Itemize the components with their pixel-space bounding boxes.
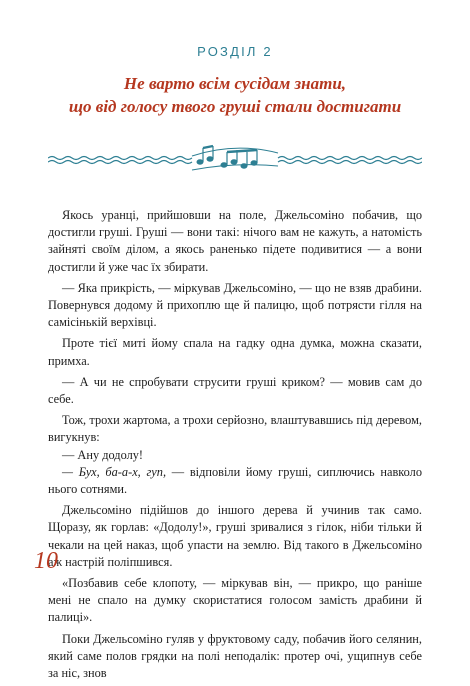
paragraph: Тож, трохи жартома, а трохи серйозно, влаштувавшись під деревом, вигукнув: — [48, 413, 422, 445]
paragraph: Джельсоміно підійшов до іншого дерева й учинив так само. Щоразу, як горлав: «Додолу!», груші зривалися з гілок, ніби тільки й чекали на цей наказ, щоб упасти на землю. Від такого в Джельсоміно аж настрій поліпшився. — [48, 503, 422, 569]
sound-effect-text: — Бух, ба-а-х, гуп, — [62, 464, 167, 479]
chapter-body — [48, 207, 422, 686]
music-notes — [192, 146, 278, 170]
musical-notes-wave-icon — [48, 140, 422, 180]
paragraph: «Позбавив себе клопоту, — міркував він, — прикро, що раніше мені не спало на думку скористатися голосом замість драбини й палиці». — [48, 576, 422, 625]
chapter-title-line-2: що від голосу твого груші стали достигати — [68, 97, 402, 116]
paragraph: Якось уранці, прийшовши на поле, Джельсоміно побачив, що достигли груші. Груші — вони такі: нічого вам не кажуть, а натомість зайняті своїм ділом, а якось раненько підете подивитися — а вони достигли й уже час їх збирати. — [48, 208, 422, 274]
page-number: 10 — [34, 548, 58, 574]
chapter-title-line-1: Не варто всім сусідам знати, — [123, 74, 347, 93]
chapter-label: РОЗДІЛ 2 — [197, 44, 273, 59]
paragraph: — Ану додолу! — [62, 447, 144, 462]
paragraph: — А чи не спробувати струсити груші криком? — мовив сам до себе. — [48, 374, 422, 407]
paragraph — [48, 464, 422, 498]
paragraph: Поки Джельсоміно гуляв у фруктовому саду, побачив його селянин, який саме полов грядки на полі неподалік: протер очі, ущипнув себе за ніс, знов — [48, 631, 422, 681]
paragraph-rest: — відповіли йому груші, сиплючись навколо нього сотнями. — [48, 464, 422, 497]
chapter-title — [40, 72, 430, 118]
paragraph: Проте тієї миті йому спала на гадку одна думка, можна сказати, примха. — [48, 336, 422, 368]
paragraph: — Яка прикрість, — міркував Джельсоміно, — що не взяв драбини. Повернувся додому й прихоплю ще й палицю, щоб потрясти гілля на самісінькій верхівці. — [48, 280, 422, 330]
